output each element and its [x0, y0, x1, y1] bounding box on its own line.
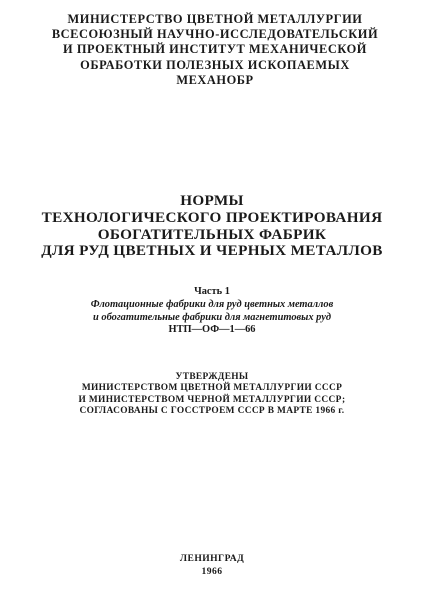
header-line-institute-1: ВСЕСОЮЗНЫЙ НАУЧНО-ИССЛЕДОВАТЕЛЬСКИЙ — [51, 27, 379, 42]
approved-line-2: И МИНИСТЕРСТВОМ ЧЕРНОЙ МЕТАЛЛУРГИИ СССР; — [78, 394, 346, 405]
imprint-year: 1966 — [201, 566, 223, 577]
part-description-line-1: Флотационные фабрики для руд цветных металлов — [90, 299, 334, 311]
imprint-city: ЛЕНИНГРАД — [179, 553, 245, 564]
title-line-3: ОБОГАТИТЕЛЬНЫХ ФАБРИК — [97, 225, 327, 243]
approved-line-1: МИНИСТЕРСТВОМ ЦВЕТНОЙ МЕТАЛЛУРГИИ СССР — [81, 383, 343, 394]
document-title — [0, 193, 424, 260]
publisher-header — [0, 12, 424, 88]
title-line-1: НОРМЫ — [180, 192, 244, 209]
header-line-institute-2: И ПРОЕКТНЫЙ ИНСТИТУТ МЕХАНИЧЕСКОЙ — [63, 42, 367, 57]
header-line-mekhanobr: МЕХАНОБР — [176, 72, 254, 87]
approved-line-3: СОГЛАСОВАНЫ С ГОССТРОЕМ СССР В МАРТЕ 1966 г. — [79, 406, 345, 417]
header-line-institute-3: ОБРАБОТКИ ПОЛЕЗНЫХ ИСКОПАЕМЫХ — [80, 57, 350, 72]
approval-section — [0, 372, 424, 418]
approved-heading: УТВЕРЖДЕНЫ — [175, 372, 249, 382]
title-line-4: ДЛЯ РУД ЦВЕТНЫХ И ЧЕРНЫХ МЕТАЛЛОВ — [41, 242, 383, 260]
part-section — [0, 286, 424, 337]
title-line-2: ТЕХНОЛОГИЧЕСКОГО ПРОЕКТИРОВАНИЯ — [41, 208, 383, 226]
header-line-ministry: МИНИСТЕРСТВО ЦВЕТНОЙ МЕТАЛЛУРГИИ — [67, 12, 363, 26]
part-description-line-2: и обогатительные фабрики для магнетитовых руд — [93, 311, 331, 323]
part-label: Часть 1 — [194, 286, 230, 297]
imprint-footer — [0, 552, 424, 578]
document-code: НТП—ОФ—1—66 — [168, 324, 256, 336]
